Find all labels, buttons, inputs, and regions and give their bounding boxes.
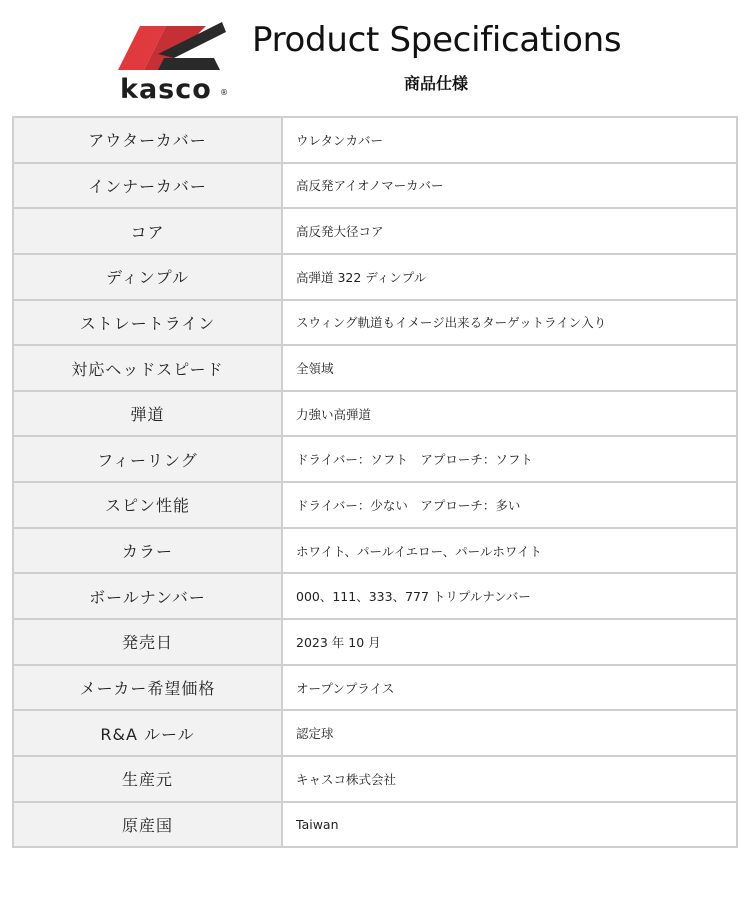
spec-row [13,710,737,756]
spec-value: オープンプライス [282,665,737,711]
kasco-k-mark-icon [110,18,235,78]
spec-row [13,619,737,665]
spec-label: ディンプル [13,254,282,300]
spec-label: ボールナンバー [13,573,282,619]
spec-label: メーカー希望価格 [13,665,282,711]
spec-label: アウターカバー [13,117,282,163]
spec-row [13,345,737,391]
spec-value: キャスコ株式会社 [282,756,737,802]
spec-value: 全領域 [282,345,737,391]
spec-value: スウィング軌道もイメージ出来るターゲットライン入り [282,300,737,346]
spec-value: ホワイト、パールイエロー、パールホワイト [282,528,737,574]
spec-row [13,436,737,482]
spec-value: 高反発アイオノマーカバー [282,163,737,209]
spec-label: コア [13,208,282,254]
spec-value: ウレタンカバー [282,117,737,163]
spec-value: 高弾道 322 ディンプル [282,254,737,300]
page-header [0,0,750,115]
page-subtitle: 商品仕様 [404,74,469,93]
spec-label: 発売日 [13,619,282,665]
spec-label: 対応ヘッドスピード [13,345,282,391]
logo-wordmark: kasco [120,74,212,105]
spec-label: 原産国 [13,802,282,848]
spec-label: ストレートライン [13,300,282,346]
spec-label: フィーリング [13,436,282,482]
spec-label: インナーカバー [13,163,282,209]
page-title: Product Specifications [252,20,622,60]
spec-row [13,756,737,802]
spec-label: 生産元 [13,756,282,802]
spec-row [13,208,737,254]
spec-row [13,482,737,528]
spec-label: R&A ルール [13,710,282,756]
spec-row [13,802,737,848]
spec-row [13,163,737,209]
spec-row [13,300,737,346]
spec-label: 弾道 [13,391,282,437]
spec-label: カラー [13,528,282,574]
registered-mark: ® [220,88,228,97]
spec-value: ドライバー：少ない アプローチ：多い [282,482,737,528]
spec-value: Taiwan [282,802,737,848]
spec-table [12,116,738,848]
spec-value: 2023 年 10 月 [282,619,737,665]
spec-value: 000、111、333、777 トリプルナンバー [282,573,737,619]
kasco-logo [110,18,235,105]
spec-row [13,665,737,711]
spec-value: 認定球 [282,710,737,756]
spec-row [13,254,737,300]
spec-row [13,117,737,163]
spec-row [13,528,737,574]
spec-value: 力強い高弾道 [282,391,737,437]
spec-label: スピン性能 [13,482,282,528]
spec-row [13,391,737,437]
spec-table-body [13,117,737,847]
spec-row [13,573,737,619]
spec-value: ドライバー：ソフト アプローチ：ソフト [282,436,737,482]
spec-value: 高反発大径コア [282,208,737,254]
